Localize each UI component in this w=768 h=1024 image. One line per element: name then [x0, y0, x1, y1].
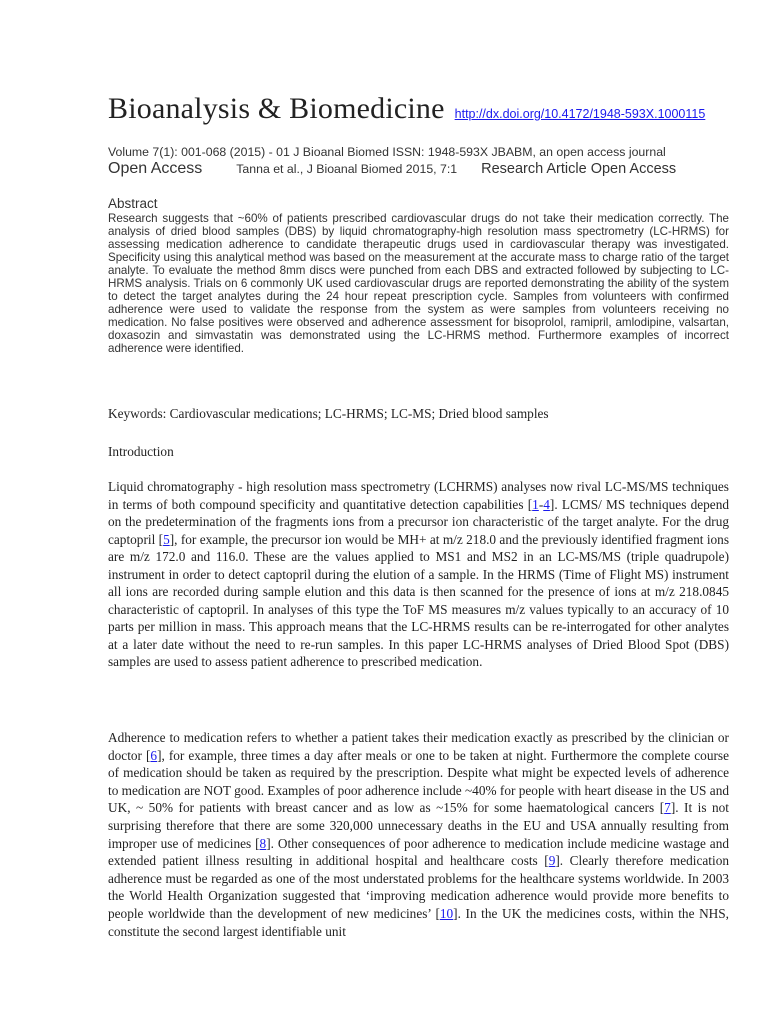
reference-link-10[interactable]: 10 — [439, 905, 454, 921]
introduction-paragraph-1 — [108, 478, 729, 671]
article-type-label: Research Article Open Access — [481, 161, 677, 177]
abstract-text: Research suggests that ~60% of patients prescribed cardiovascular drugs do not take their medication correctly. The analysis of dried blood samples (DBS) by liquid chromatography-high resolution mass spectrometry (LC-HRMS) for assessing medication adherence to candidate therapeutic drugs used in cardiovascular therapy was investigated. Specificity using this analytical method was based on the measurement at the accurate mass to charge ratio of the target analyte. To evaluate the method 8mm discs were punched from each DBS and extracted followed by subjecting to LC-HRMS analysis. Trials on 6 commonly UK used cardiovascular drugs are reported demonstrating the ability of the system to detect the target analytes during the 24 hour repeat prescription cycle. Samples from volunteers with confirmed adherence were used to validate the response from the system as were samples from volunteers receiving no medication. No false positives were observed and adherence assessment for bisoprolol, ramipril, amlodipine, valsartan, doxasozin and simvastatin was demonstrated using the LC-HRMS method. Furthermore examples of incorrect adherence were identified. — [108, 212, 729, 356]
journal-header — [108, 92, 705, 126]
text-run: ], for example, three times a day after meals or one to be taken at night. Furthermore the complete course of medication should be taken as required by the prescription. Despite what might be expected levels of adherence to medication are NOT good. Examples of poor adherence include ~40% for people with heart disease in the US and UK, ~ 50% for patients with breast cancer and as low as ~15% for some haematological cancers [ — [108, 747, 729, 816]
reference-link-9[interactable]: 9 — [548, 853, 556, 869]
reference-link-6[interactable]: 6 — [150, 747, 158, 763]
text-run: ]. Clearly therefore medication adherence must be regarded as one of the most understated problems for the healthcare systems worldwide. In 2003 the World Health Organization suggested that ‘improving medication adherence would provide more benefits to people worldwide than the development of new medicines’ [ — [108, 853, 729, 921]
reference-link-1[interactable]: 1 — [532, 496, 539, 512]
volume-issn-line: Volume 7(1): 001-068 (2015) - 01 J Bioanal Biomed ISSN: 1948-593X JBABM, an open access journal — [108, 145, 666, 159]
article-meta-line — [108, 160, 729, 178]
abstract-heading: Abstract — [108, 196, 158, 211]
text-run: Adherence to medication refers to whether a patient takes their medication exactly as prescribed by the clinician or doctor [ — [108, 730, 729, 763]
introduction-paragraph-2 — [108, 729, 729, 940]
text-run: Liquid chromatography - high resolution mass spectrometry (LCHRMS) analyses now rival LC-MS/MS techniques in terms of both compound specificity and quantitative detection capabilities [ — [108, 479, 729, 512]
text-run: - — [538, 496, 544, 512]
reference-link-5[interactable]: 5 — [163, 531, 170, 547]
text-run: ]. In the UK the medicines costs, within the NHS, constitute the second largest identifiable unit — [108, 905, 729, 939]
text-run: ], for example, the precursor ion would be MH+ at m/z 218.0 and the previously identified fragment ions are m/z 172.0 and 116.0. These are the values applied to MS1 and MS2 in an LC-MS/MS (triple quadrupole) instrument in order to detect captopril during the elution of a sample. In the HRMS (Time of Flight MS) instrument all ions are recorded during sample elution and this data is then scanned for the presence of ions at m/z 218.0845 characteristic of captopril. In analyses of this type the ToF MS measures m/z values typically to an accuracy of 10 parts per million in mass. This approach means that the LC-HRMS results can be re-interrogated for other analytes at a later date without the need to re-run samples. In this paper LC-HRMS analyses of Dried Blood Spot (DBS) samples are used to assess patient adherence to prescribed medication. — [108, 531, 729, 669]
text-run: ]. It is not surprising therefore that there are some 320,000 unnecessary deaths in the EU and USA annually resulting from improper use of medicines [ — [108, 800, 729, 851]
text-run: ]. Other consequences of poor adherence to medication include medicine wastage and extended patient illness resulting in additional hospital and healthcare costs [ — [108, 835, 729, 869]
journal-title: Bioanalysis & Biomedicine — [108, 92, 445, 125]
introduction-heading: Introduction — [108, 444, 174, 459]
reference-link-7[interactable]: 7 — [664, 800, 671, 816]
reference-link-8[interactable]: 8 — [259, 835, 267, 851]
text-run: ]. LCMS/ MS techniques depend on the predetermination of the fragments ions from a precursor ion characteristic of the target analyte. For the drug captopril [ — [108, 496, 729, 547]
doi-link[interactable]: http://dx.doi.org/10.4172/1948-593X.1000115 — [454, 107, 706, 121]
open-access-label: Open Access — [108, 160, 203, 177]
citation-text: Tanna et al., J Bioanal Biomed 2015, 7:1 — [236, 162, 458, 176]
keywords: Keywords: Cardiovascular medications; LC-HRMS; LC-MS; Dried blood samples — [108, 406, 549, 421]
reference-link-4[interactable]: 4 — [543, 496, 550, 512]
